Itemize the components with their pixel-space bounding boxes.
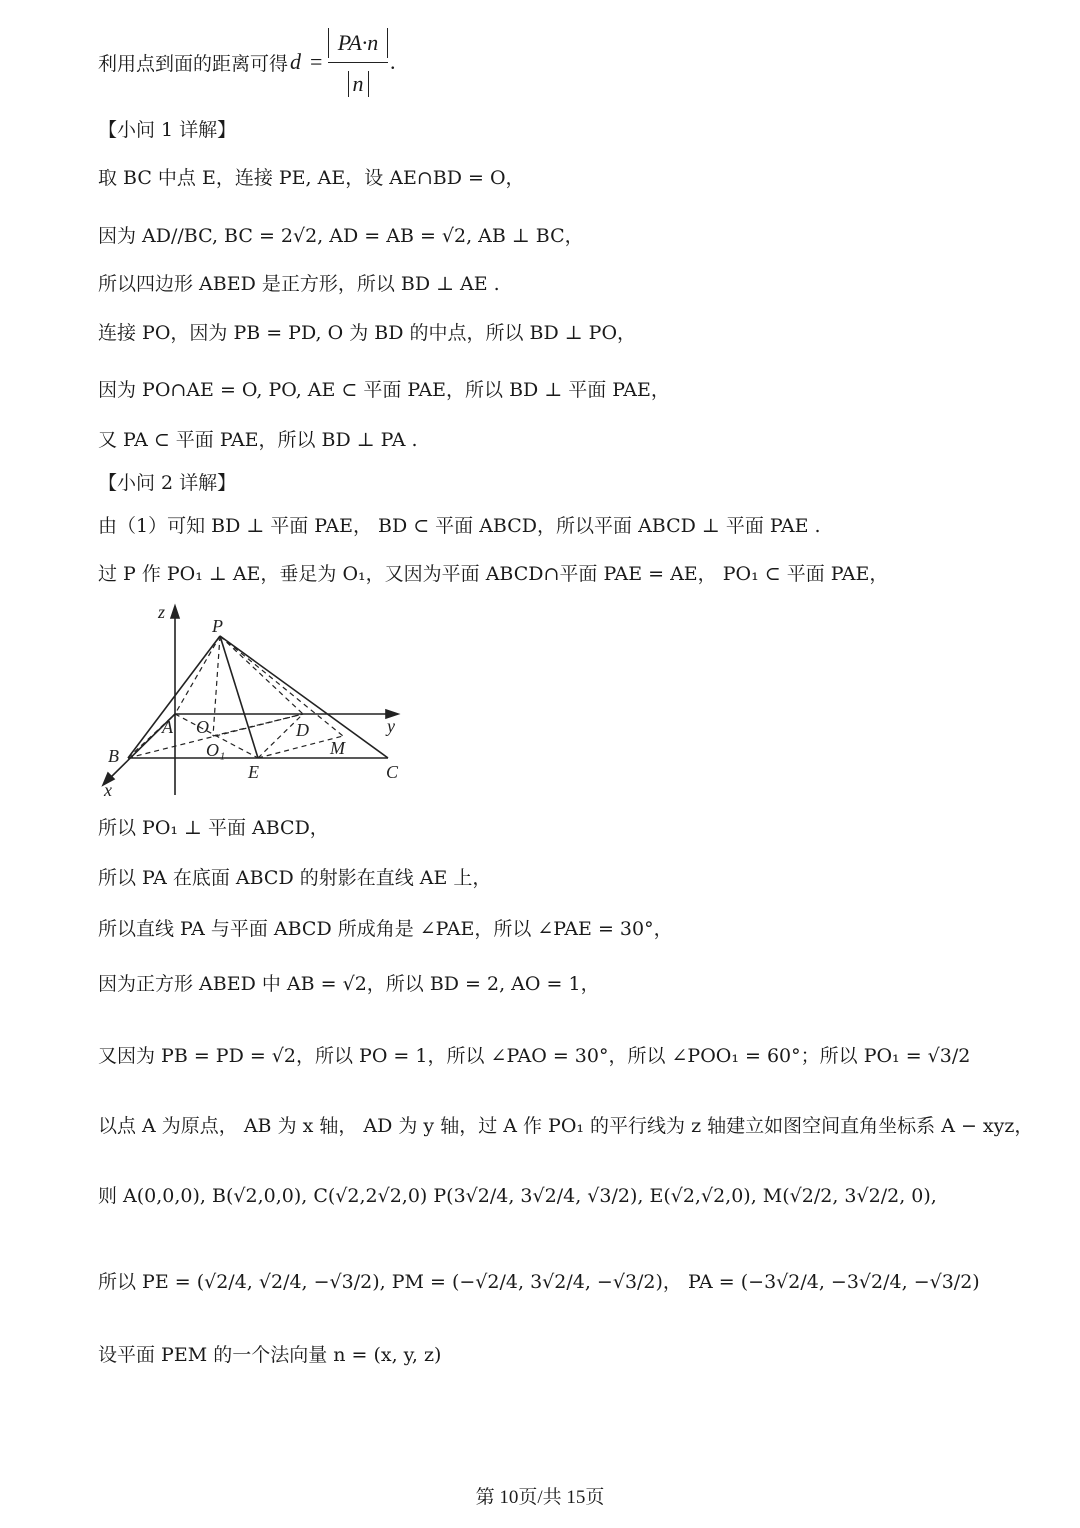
label-A: A	[162, 717, 173, 737]
label-E: E	[248, 762, 259, 782]
line-5: 连接 PO，因为 PB = PD, O 为 BD 的中点，所以 BD ⊥ PO，	[98, 322, 637, 344]
label-x: x	[104, 780, 112, 800]
line-4: 所以四边形 ABED 是正方形，所以 BD ⊥ AE .	[98, 273, 500, 295]
label-B: B	[108, 746, 119, 766]
heading-part-2: 【小问 2 详解】	[98, 472, 237, 494]
line-10: 过 P 作 PO₁ ⊥ AE，垂足为 O₁，又因为平面 ABCD∩平面 PAE = AE， PO₁ ⊂ 平面 PAE，	[98, 563, 889, 585]
label-P: P	[212, 616, 223, 636]
line-14: 因为正方形 ABED 中 AB = √2，所以 BD = 2, AO = 1，	[98, 973, 600, 995]
line-9: 由（1）可知 BD ⊥ 平面 PAE， BD ⊂ 平面 ABCD，所以平面 ABCD ⊥ 平面 PAE .	[98, 515, 821, 537]
label-O: O	[196, 717, 209, 737]
line-15: 又因为 PB = PD = √2，所以 PO = 1，所以 ∠PAO = 30°，所以 ∠POO₁ = 60°；所以 PO₁ = √3/2	[98, 1045, 971, 1067]
line-11: 所以 PO₁ ⊥ 平面 ABCD，	[98, 817, 329, 839]
line-3: 因为 AD//BC, BC = 2√2, AD = AB = √2, AB ⊥ BC，	[98, 225, 584, 247]
heading-part-1: 【小问 1 详解】	[98, 119, 237, 141]
pyramid-figure	[98, 600, 418, 810]
line-16: 以点 A 为原点， AB 为 x 轴， AD 为 y 轴，过 A 作 PO₁ 的平行线为 z 轴建立如图空间直角坐标系 A − xyz，	[98, 1115, 1034, 1137]
line-12: 所以 PA 在底面 ABCD 的射影在直线 AE 上，	[98, 867, 492, 889]
label-D: D	[296, 720, 309, 740]
line-19: 设平面 PEM 的一个法向量 n = (x, y, z)	[98, 1344, 442, 1366]
line-7: 又 PA ⊂ 平面 PAE，所以 BD ⊥ PA .	[98, 429, 418, 451]
line-13: 所以直线 PA 与平面 ABCD 所成角是 ∠PAE，所以 ∠PAE = 30°，	[98, 918, 673, 940]
line-6: 因为 PO∩AE = O, PO, AE ⊂ 平面 PAE，所以 BD ⊥ 平面 PAE，	[98, 379, 670, 401]
line-18: 所以 PE = (√2/4, √2/4, −√3/2), PM = (−√2/4, 3√2/4, −√3/2)， PA = (−3√2/4, −3√2/4, −√3/2)	[98, 1271, 980, 1293]
line-17: 则 A(0,0,0), B(√2,0,0), C(√2,2√2,0) P(3√2/4, 3√2/4, √3/2), E(√2,√2,0), M(√2/2, 3√2/2, 0),	[98, 1185, 937, 1207]
page-footer: 第 10页/共 15页	[475, 1487, 605, 1508]
label-y: y	[387, 716, 395, 736]
label-z: z	[158, 602, 166, 622]
label-M: M	[330, 738, 345, 758]
label-O1: O₁	[206, 740, 226, 760]
line-2: 取 BC 中点 E，连接 PE, AE，设 AE∩BD = O，	[98, 167, 525, 189]
label-C: C	[386, 762, 399, 782]
